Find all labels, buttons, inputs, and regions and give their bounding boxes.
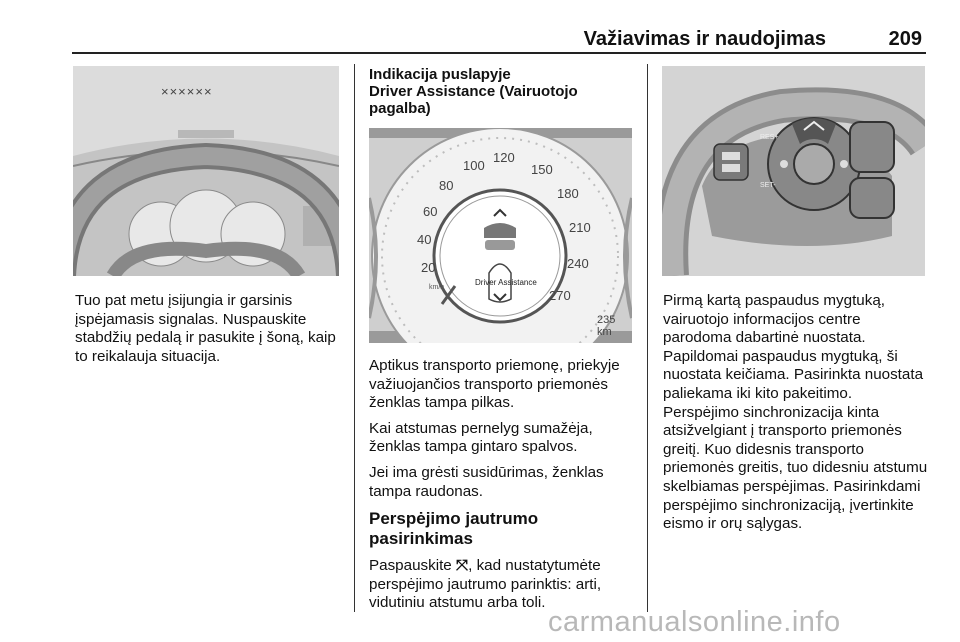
speed-80: 80 [439, 178, 454, 193]
speed-270: 270 [549, 288, 571, 303]
speed-150: 150 [531, 162, 553, 177]
col1-paragraph [75, 292, 340, 373]
col3-text: Pirmą kartą paspaudus mygtuką, vairuotojo informacijos centre parodoma dabartinė nuostata. Papildomai paspaudus mygtuką, ši nuostata keičiama. Pasirinkta nuostata paliekama iki kito pakeitimo. Perspėjimo sinchronizacija kinta atsižvelgiant į transporto priemonės greitį. Kuo didesnis transporto priemonės greitis, tuo didesniu atstumu skelbiamas perspėjimas. Pasirinkdami perspėjimo sinchronizaciją, įvertinkite eismo ir orų sąlygas. [663, 292, 928, 533]
col2-p4 [369, 557, 641, 613]
col2-heading [369, 66, 629, 117]
speed-40: 40 [417, 232, 432, 247]
dashboard-illustration [73, 66, 339, 276]
col2-p3: Jei ima grėsti susidūrimas, ženklas tampa raudonas. [369, 463, 604, 500]
speed-60: 60 [423, 204, 438, 219]
col2-p4-before: Paspauskite [369, 557, 456, 575]
col2-heading-line1: Indikacija puslapyje [369, 66, 511, 83]
col2-heading-line2: Driver Assistance (Vairuotojo pagalba) [369, 83, 578, 117]
center-label: Driver Assistance [475, 278, 537, 287]
watermark: carmanualsonline.info [548, 606, 841, 638]
col1-text: Tuo pat metu įsijungia ir garsinis įspėjamasis signalas. Nuspauskite stabdžių pedalą ir pasukite į šoną, kaip to reikalauja situacija. [75, 292, 336, 365]
wheel-drawing [662, 66, 925, 276]
set-label: SET- [760, 182, 776, 189]
column-divider-2 [647, 64, 648, 612]
speed-120: 120 [493, 150, 515, 165]
page-number: 209 [888, 28, 922, 50]
header-rule [72, 52, 926, 54]
speed-20: 20 [421, 260, 436, 275]
speed-unit: km/h [429, 284, 445, 291]
col2-p4-after: , kad nustatytumėte perspėjimo jautrumo parinktis: arti, vidutiniu atstumu arba toli. [369, 557, 602, 612]
hud-warning-marks: ×××××× [161, 84, 213, 99]
distance-sensitivity-icon: ⤧ [455, 557, 469, 575]
speed-180: 180 [557, 186, 579, 201]
col3-paragraph [663, 292, 928, 541]
col2-subheading: Perspėjimo jautrumo pasirinkimas [369, 509, 539, 549]
odometer: 235 km [597, 314, 616, 338]
steering-wheel-illustration [662, 66, 925, 276]
res-label: RES+ [760, 134, 779, 141]
speed-240: 240 [567, 256, 589, 271]
col2-body [369, 357, 641, 620]
col2-p1: Aptikus transporto priemonę, priekyje važiuojančios transporto priemonės ženklas tampa pilkas. [369, 357, 620, 412]
section-title: Važiavimas ir naudojimas [583, 28, 826, 50]
column-divider-1 [354, 64, 355, 612]
page-header [0, 28, 926, 50]
speed-100: 100 [463, 158, 485, 173]
instrument-cluster-illustration [369, 128, 632, 343]
speed-210: 210 [569, 220, 591, 235]
col2-p2: Kai atstumas pernelyg sumažėja, ženklas tampa gintaro spalvos. [369, 419, 593, 456]
